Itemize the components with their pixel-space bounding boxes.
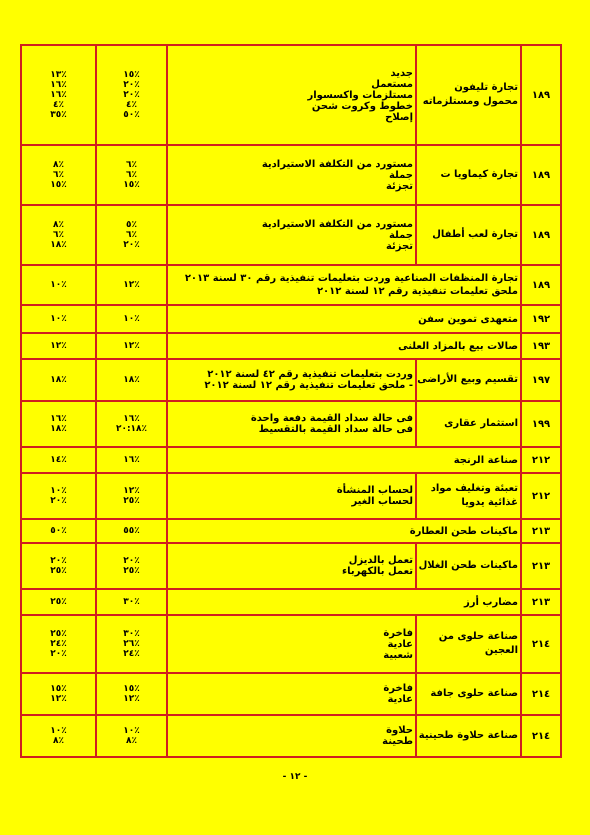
rate-column-2-line: ٪١٥	[50, 180, 67, 190]
activity-name: تجارة تليفون محمول ومستلزماته	[416, 45, 521, 145]
rate-column-1-line: ٪٢٠	[123, 556, 140, 566]
activity-items-line: مستعمل	[371, 78, 413, 90]
table-row	[21, 401, 561, 447]
rate-column-2-line: ٪٢٥	[50, 629, 67, 639]
activity-items-line: تعمل بالديزل	[348, 555, 413, 566]
activity-description	[167, 333, 521, 359]
activity-code: ١٨٩	[521, 145, 561, 205]
activity-description-line: صناعة الرنجة	[453, 454, 518, 466]
rate-column-2-line: ٪٢٥	[50, 597, 67, 607]
activity-name: صناعة حلوى من العجين	[416, 615, 521, 673]
rate-column-1-line: ٪٢٥	[123, 566, 140, 576]
rate-column-1-line: ٪٢٠	[123, 90, 140, 100]
rate-column-1	[96, 543, 167, 589]
activity-description	[167, 305, 521, 333]
activity-items-line: فاخرة	[383, 627, 413, 639]
rate-column-2	[21, 519, 96, 543]
table-row	[21, 359, 561, 401]
activity-items-line: خطوط وكروت شحن	[311, 100, 413, 112]
rate-column-1-line: ٪٣٠	[123, 597, 140, 607]
rate-column-2	[21, 205, 96, 265]
rate-column-2-line: ٪١٢	[50, 341, 67, 351]
activity-code: ٢١٤	[521, 615, 561, 673]
rate-column-1-line: ٪٢٠:١٨	[115, 424, 148, 434]
rate-column-1	[96, 45, 167, 145]
rate-column-1	[96, 615, 167, 673]
activity-items-line: فى حالة سداد القيمة بالتقسيط	[258, 424, 413, 435]
rate-column-2-line: ٪١٥	[50, 684, 67, 694]
rate-column-1-line: ٪١٠	[123, 314, 140, 324]
rate-column-2-line: ٪١٠	[50, 486, 67, 496]
rate-column-2-line: ٪١٠	[50, 280, 67, 290]
activity-code: ٢١٤	[521, 673, 561, 715]
activity-description-line: صالات بيع بالمزاد العلنى	[398, 340, 518, 352]
activity-items-line: مستورد من التكلفة الاستيرادية	[261, 158, 413, 170]
activity-items-line: تجزئة	[385, 240, 413, 252]
activity-code: ١٩٣	[521, 333, 561, 359]
activity-name: صناعة حلاوة طحينية	[416, 715, 521, 757]
rate-column-1	[96, 447, 167, 473]
activity-items-line: تعمل بالكهرباء	[341, 566, 413, 577]
rate-column-1	[96, 673, 167, 715]
activity-items-line: وردت بتعليمات تنفيذية رقم ٤٢ لسنة ٢٠١٢	[207, 369, 413, 380]
rate-column-1-line: ٪١٢	[123, 694, 140, 704]
activity-items-line: - ملحق تعليمات تنفيذية رقم ١٢ لسنة ٢٠١٢	[204, 380, 413, 391]
rate-column-1	[96, 205, 167, 265]
rate-column-2-line: ٪١٦	[50, 414, 67, 424]
activity-items	[167, 543, 416, 589]
activity-name: تقسيم وبيع الأراضى	[416, 359, 521, 401]
rate-column-2	[21, 589, 96, 615]
rate-column-2-line: ٪١٨	[50, 240, 67, 250]
activity-items-line: فاخرة	[383, 683, 413, 694]
rate-column-1-line: ٪٢٦	[123, 639, 140, 649]
rate-column-2	[21, 715, 96, 757]
rate-column-1	[96, 589, 167, 615]
table-row	[21, 715, 561, 757]
rate-column-2-line: ٪١٤	[50, 455, 67, 465]
rate-column-2-line: ٪١٦	[50, 90, 67, 100]
activity-description-line: تجارة المنظفات الصناعية وردت بتعليمات تنفيذية رقم ٣٠ لسنة ٢٠١٣	[184, 273, 518, 284]
rate-column-2	[21, 401, 96, 447]
rate-column-1	[96, 333, 167, 359]
rate-column-2-line: ٪١٣	[50, 70, 67, 80]
page-number: - ١٢ -	[282, 772, 308, 782]
activity-items	[167, 715, 416, 757]
rate-column-1	[96, 473, 167, 519]
rate-column-2	[21, 447, 96, 473]
activity-description	[167, 519, 521, 543]
rate-column-2	[21, 45, 96, 145]
activity-name: صناعة حلوى جافة	[416, 673, 521, 715]
rate-column-2-line: ٪٢٠	[50, 496, 67, 506]
rate-column-2-line: ٪٦	[53, 170, 64, 180]
table-row	[21, 205, 561, 265]
table-row	[21, 447, 561, 473]
activity-items-line: شعبية	[383, 649, 413, 661]
table-row	[21, 673, 561, 715]
rates-table	[20, 44, 562, 758]
rate-column-2	[21, 305, 96, 333]
rate-column-1	[96, 305, 167, 333]
activity-items-line: تجزئة	[385, 180, 413, 192]
table-row	[21, 589, 561, 615]
rate-column-1	[96, 519, 167, 543]
rate-column-1-line: ٪٢٥	[123, 496, 140, 506]
table-row	[21, 145, 561, 205]
rate-column-1-line: ٪١٨	[123, 375, 140, 385]
table-row	[21, 265, 561, 305]
rate-column-1-line: ٪٨	[126, 736, 137, 746]
activity-code: ١٨٩	[521, 205, 561, 265]
activity-description	[167, 265, 521, 305]
rate-column-1-line: ٪٤	[126, 100, 137, 110]
rate-column-2-line: ٪٥٠	[50, 526, 67, 536]
rate-column-1	[96, 359, 167, 401]
rate-column-2-line: ٪١٨	[50, 424, 67, 434]
rate-column-2	[21, 333, 96, 359]
activity-items-line: مستلزمات واكسسوار	[307, 89, 413, 101]
activity-code: ٢١٣	[521, 589, 561, 615]
rate-column-2-line: ٪١٨	[50, 375, 67, 385]
rate-column-1-line: ٪٥٥	[123, 526, 140, 536]
rate-column-2	[21, 265, 96, 305]
activity-items-line: جديد	[390, 67, 413, 79]
activity-items	[167, 673, 416, 715]
activity-name: تجارة لعب أطفال	[416, 205, 521, 265]
rate-column-2	[21, 615, 96, 673]
rate-column-2	[21, 543, 96, 589]
rate-column-1-line: ٪٥	[126, 220, 137, 230]
rate-column-1-line: ٪١٢	[123, 280, 140, 290]
rate-column-1-line: ٪١٢	[123, 486, 140, 496]
activity-code: ١٩٩	[521, 401, 561, 447]
rate-column-2	[21, 145, 96, 205]
activity-items-line: لحساب الغير	[351, 496, 413, 507]
activity-items-line: عادية	[387, 638, 413, 650]
rate-column-2	[21, 359, 96, 401]
activity-code: ٢١٣	[521, 543, 561, 589]
rate-column-1-line: ٪٦	[126, 170, 137, 180]
activity-code: ٢١٣	[521, 519, 561, 543]
activity-name: ماكينات طحن الغلال	[416, 543, 521, 589]
rate-column-2-line: ٪٢٤	[50, 639, 67, 649]
rate-column-1	[96, 265, 167, 305]
table-row	[21, 615, 561, 673]
activity-description-line: مضارب أرز	[463, 596, 518, 608]
rate-column-2-line: ٪١٠	[50, 314, 67, 324]
activity-code: ٢١٢	[521, 473, 561, 519]
activity-description	[167, 589, 521, 615]
rate-column-2-line: ٪١٢	[50, 694, 67, 704]
activity-items-line: جملة	[388, 229, 413, 241]
rate-column-2-line: ٪٨	[53, 736, 64, 746]
rate-column-1-line: ٪١٥	[123, 180, 140, 190]
rate-column-1-line: ٪١٦	[123, 455, 140, 465]
rate-column-2	[21, 673, 96, 715]
rate-column-2-line: ٪١٠	[50, 726, 67, 736]
activity-code: ١٨٩	[521, 45, 561, 145]
activity-code: ١٩٢	[521, 305, 561, 333]
table-row	[21, 305, 561, 333]
activity-items-line: جملة	[388, 169, 413, 181]
activity-items-line: حلاوة	[386, 725, 413, 736]
activity-items-line: لحساب المنشأة	[336, 485, 413, 496]
activity-description-line: متعهدى تموين سفن	[418, 313, 518, 325]
rate-column-1	[96, 401, 167, 447]
rate-column-1-line: ٪٣٠	[123, 629, 140, 639]
rate-column-1-line: ٪٦	[126, 160, 137, 170]
rate-column-1	[96, 145, 167, 205]
rate-column-1-line: ٪١٦	[123, 414, 140, 424]
activity-items	[167, 205, 416, 265]
rate-column-1-line: ٪١٥	[123, 70, 140, 80]
rate-column-1-line: ٪٦	[126, 230, 137, 240]
activity-description	[167, 447, 521, 473]
activity-items	[167, 615, 416, 673]
activity-items-line: طحينة	[382, 736, 413, 747]
activity-code: ٢١٢	[521, 447, 561, 473]
activity-description-line: ملحق تعليمات تنفيذية رقم ١٢ لسنة ٢٠١٢	[316, 286, 518, 297]
rate-column-2-line: ٪٨	[53, 160, 64, 170]
rate-column-2-line: ٪١٦	[50, 80, 67, 90]
rate-column-1-line: ٪١٢	[123, 341, 140, 351]
activity-items	[167, 401, 416, 447]
table-row	[21, 473, 561, 519]
activity-name: تجارة كيماويا ت	[416, 145, 521, 205]
rate-column-2-line: ٪٢٠	[50, 649, 67, 659]
activity-code: ١٩٧	[521, 359, 561, 401]
activity-code: ٢١٤	[521, 715, 561, 757]
rate-column-2-line: ٪٣٥	[50, 110, 67, 120]
activity-items-line: مستورد من التكلفة الاستيرادية	[261, 218, 413, 230]
rate-column-2	[21, 473, 96, 519]
activity-name: استثمار عقارى	[416, 401, 521, 447]
rate-column-1-line: ٪١٠	[123, 726, 140, 736]
rate-column-1-line: ٪١٥	[123, 684, 140, 694]
rate-column-2-line: ٪٢٠	[50, 556, 67, 566]
activity-items	[167, 359, 416, 401]
rate-column-1	[96, 715, 167, 757]
table-row	[21, 45, 561, 145]
activity-code: ١٨٩	[521, 265, 561, 305]
activity-items-line: عادية	[387, 694, 413, 705]
rate-column-2-line: ٪٦	[53, 230, 64, 240]
activity-items-line: إصلاح	[385, 111, 413, 123]
activity-items	[167, 473, 416, 519]
rate-column-1-line: ٪٢٠	[123, 240, 140, 250]
activity-items-line: فى حالة سداد القيمة دفعة واحدة	[250, 413, 413, 424]
rates-table-body	[21, 45, 561, 757]
activity-name: تعبئة وتغليف مواد غذائية يدويا	[416, 473, 521, 519]
rate-column-1-line: ٪٥٠	[123, 110, 140, 120]
rate-column-1-line: ٪٢٤	[123, 649, 140, 659]
table-row	[21, 519, 561, 543]
activity-items	[167, 145, 416, 205]
table-row	[21, 333, 561, 359]
table-row	[21, 543, 561, 589]
rate-column-2-line: ٪٢٥	[50, 566, 67, 576]
activity-description-line: ماكينات طحن العطارة	[409, 525, 518, 537]
rate-column-1-line: ٪٢٠	[123, 80, 140, 90]
rate-column-2-line: ٪٨	[53, 220, 64, 230]
activity-items	[167, 45, 416, 145]
rate-column-2-line: ٪٤	[53, 100, 64, 110]
